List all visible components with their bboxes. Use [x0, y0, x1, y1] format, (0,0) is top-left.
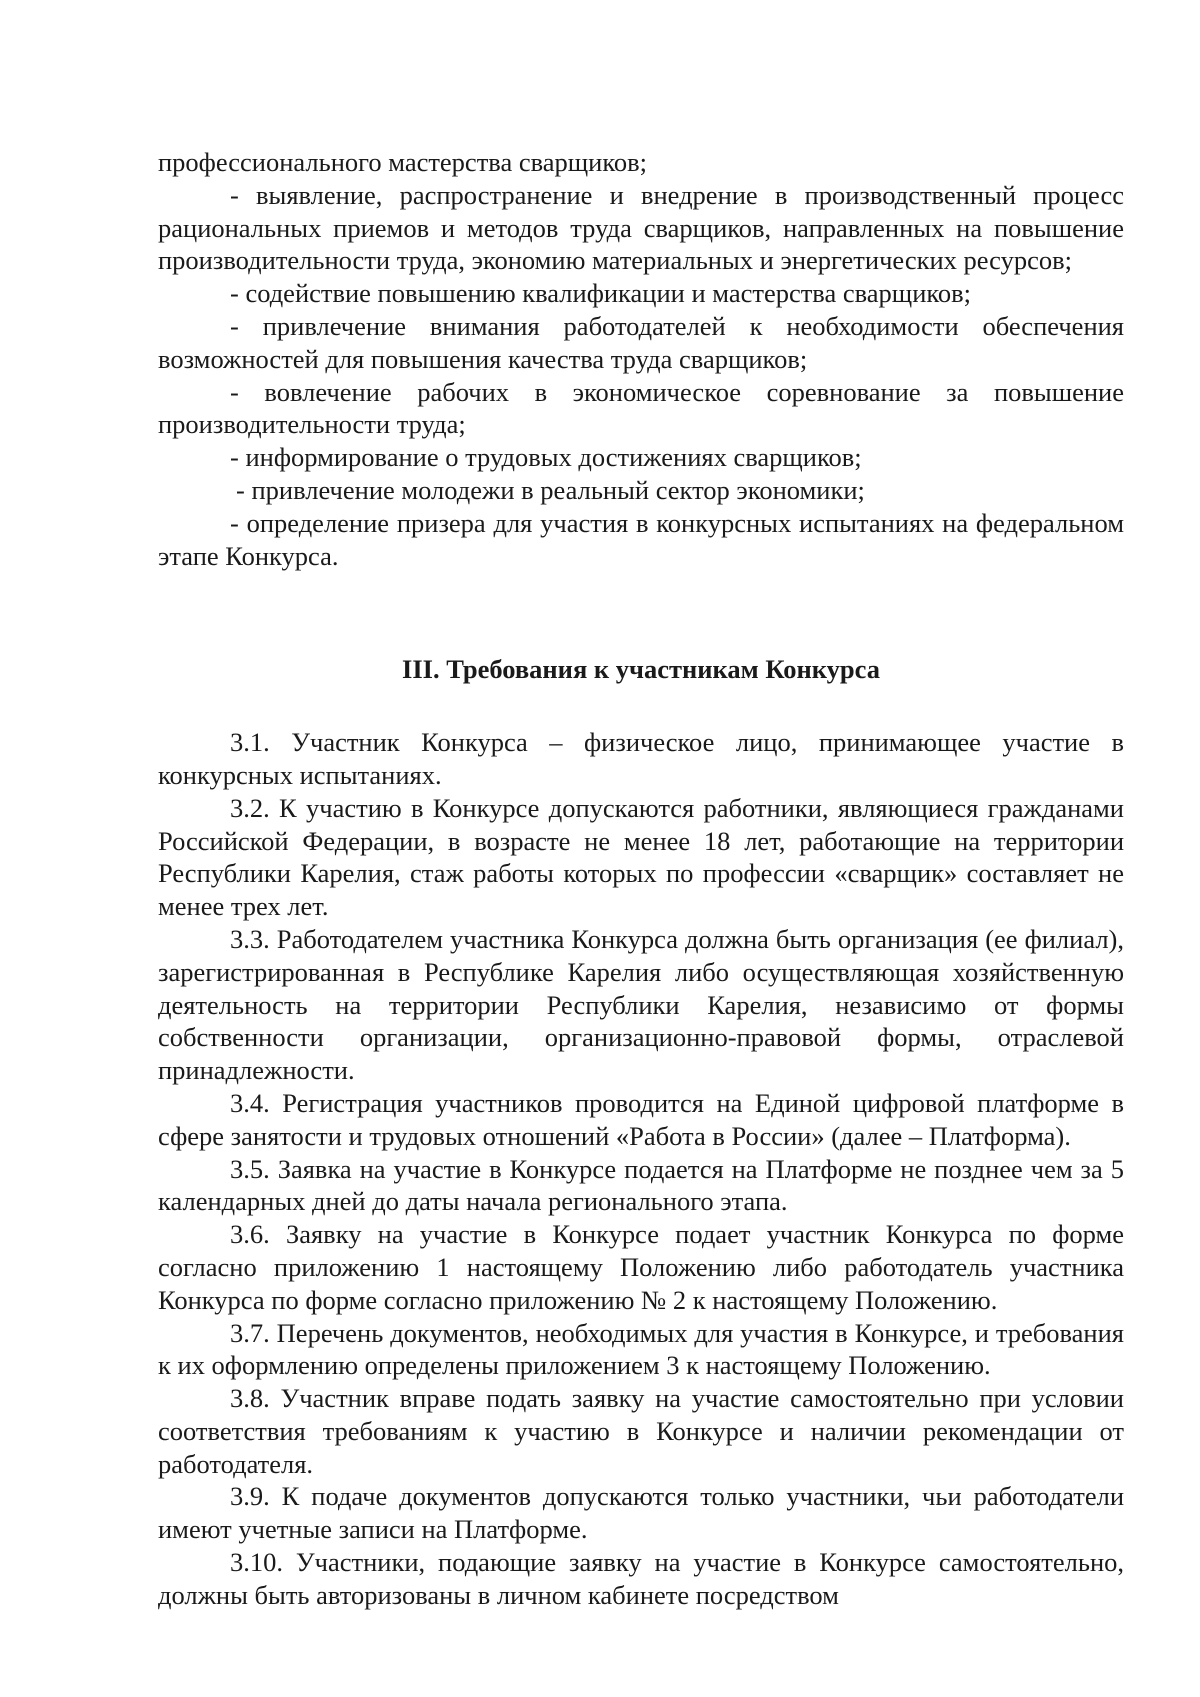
paragraph-clause: 3.3. Работодателем участника Конкурса должна быть организация (ее филиал), зарегистрированная в Республике Карелия либо осуществляющая хозяйственную деятельность на территории Республики Карелия, независимо от формы собственности организации, организационно-правовой формы, отраслевой принадлежности.	[158, 923, 1124, 1086]
list-item-goal: - привлечение молодежи в реальный сектор экономики;	[236, 474, 865, 505]
paragraph-clause: 3.9. К подаче документов допускаются только участники, чьи работодатели имеют учетные записи на Платформе.	[158, 1481, 1124, 1545]
list-item-goal: - вовлечение рабочих в экономическое соревнование за повышение производительности труда;	[158, 376, 1124, 440]
paragraph-clause: 3.6. Заявку на участие в Конкурсе подает участник Конкурса по форме согласно приложению 1 настоящему Положению либо работодатель участника Конкурса по форме согласно приложению № 2 к настоящему Положению.	[158, 1219, 1124, 1315]
paragraph-clause: 3.10. Участники, подающие заявку на участие в Конкурсе самостоятельно, должны быть авторизованы в личном кабинете посредством	[158, 1547, 1124, 1610]
paragraph-clause: 3.4. Регистрация участников проводится на Единой цифровой платформе в сфере занятости и трудовых отношений «Работа в России» (далее – Платформа).	[158, 1087, 1124, 1151]
list-item-goal: - содействие повышению квалификации и мастерства сварщиков;	[230, 278, 972, 309]
paragraph-clause: 3.7. Перечень документов, необходимых для участия в Конкурсе, и требования к их оформлению определены приложением 3 к настоящему Положению.	[158, 1317, 1124, 1381]
list-item-goal: - информирование о трудовых достижениях сварщиков;	[230, 442, 862, 473]
paragraph-clause: 3.8. Участник вправе подать заявку на участие самостоятельно при условии соответствия требованиям к участию в Конкурсе и наличии рекомендации от работодателя.	[158, 1383, 1124, 1479]
paragraph-clause: 3.2. К участию в Конкурсе допускаются работники, являющиеся гражданами Российской Федерации, в возрасте не менее 18 лет, работающие на территории Республики Карелия, стаж работы которых по профессии «сварщик» составляет не менее трех лет.	[158, 792, 1124, 922]
paragraph-continuation: профессионального мастерства сварщиков;	[158, 147, 648, 177]
paragraph-clause: 3.5. Заявка на участие в Конкурсе подается на Платформе не позднее чем за 5 календарных дней до даты начала регионального этапа.	[158, 1153, 1124, 1217]
list-item-goal: - привлечение внимания работодателей к необходимости обеспечения возможностей для повышения качества труда сварщиков;	[158, 310, 1124, 374]
list-item-goal: - выявление, распространение и внедрение в производственный процесс рациональных приемов и методов труда сварщиков, направленных на повышение производительности труда, экономию материальных и энергетических ресурсов;	[158, 179, 1124, 276]
section-heading: III. Требования к участникам Конкурса	[402, 654, 880, 685]
paragraph-clause: 3.1. Участник Конкурса – физическое лицо, принимающее участие в конкурсных испытаниях.	[158, 727, 1124, 790]
list-item-goal: - определение призера для участия в конкурсных испытаниях на федеральном этапе Конкурса.	[158, 507, 1124, 571]
document-page	[158, 146, 1124, 1612]
